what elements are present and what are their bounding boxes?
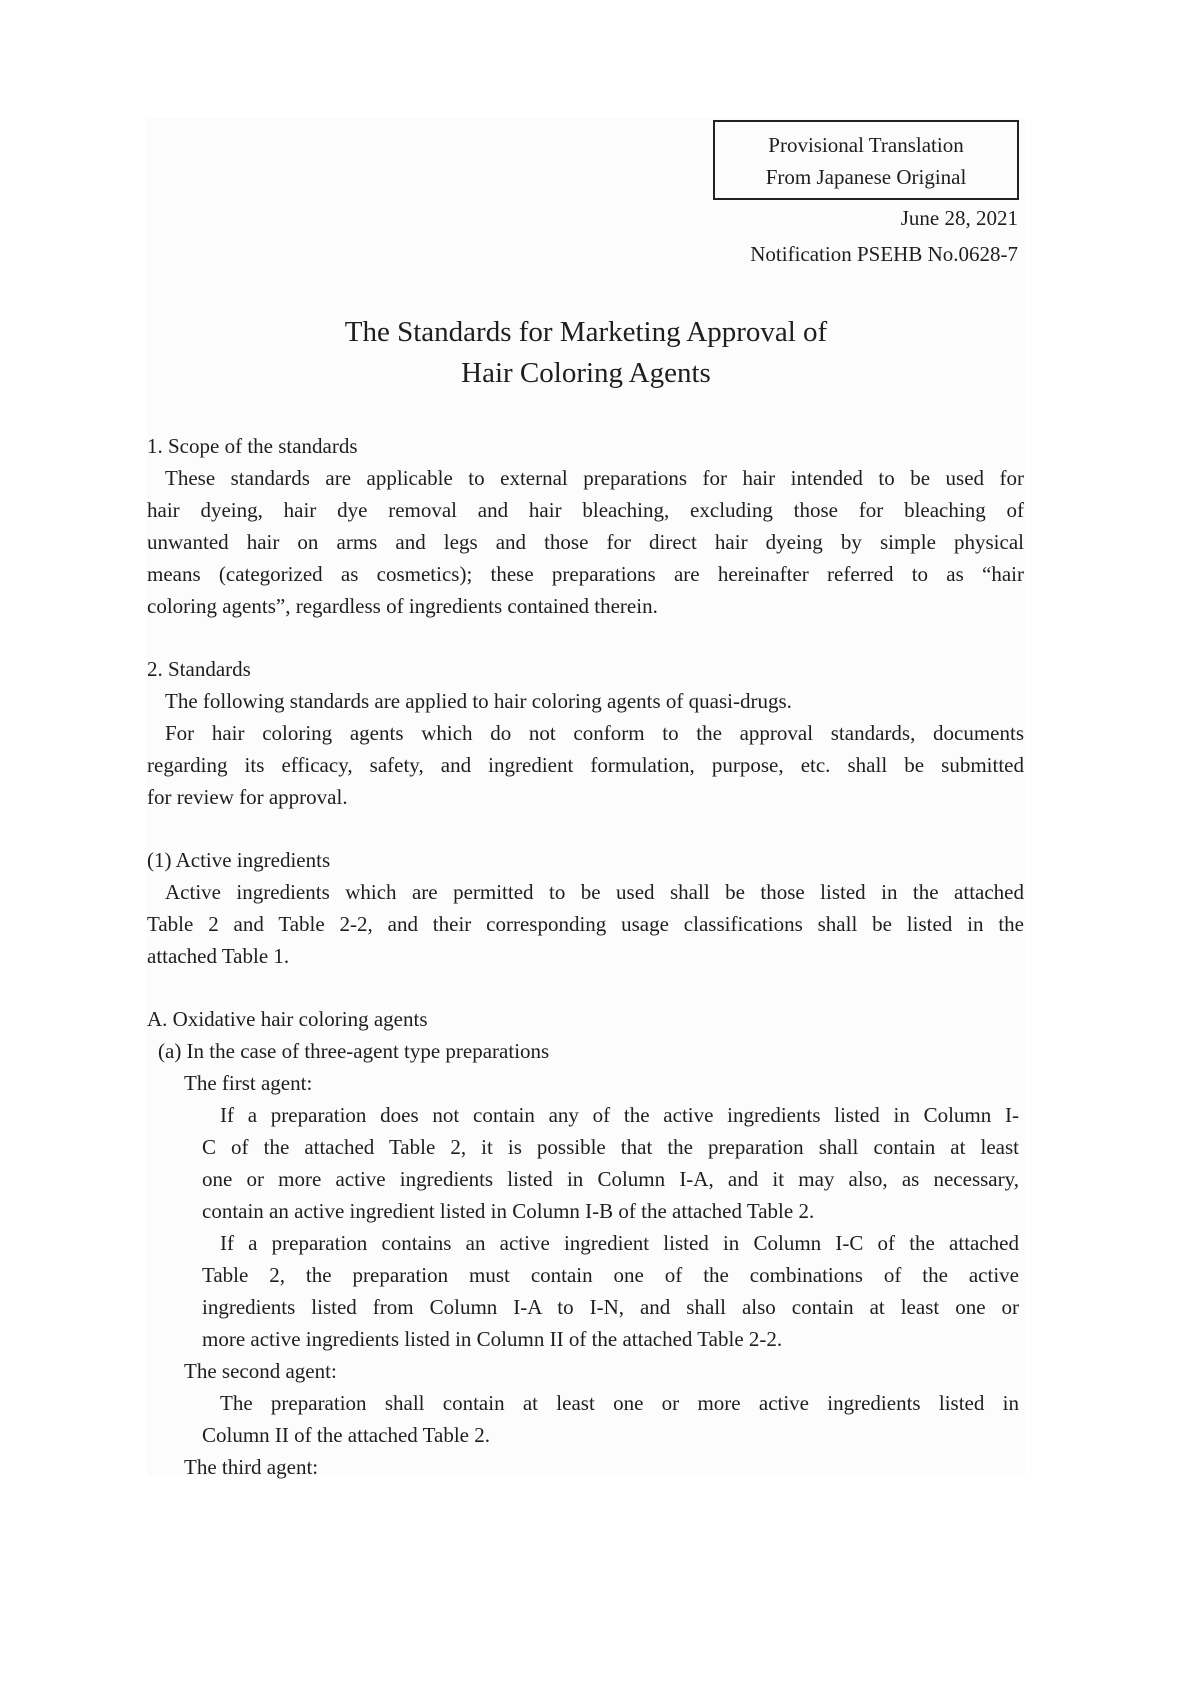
first-agent-line: If a preparation does not contain any of the active ingredients listed in Column I- <box>220 1103 1019 1127</box>
second-agent-line: The preparation shall contain at least one or more active ingredients listed in <box>220 1391 1019 1415</box>
first-agent-line: contain an active ingredient listed in Column I-B of the attached Table 2. <box>202 1199 815 1223</box>
active-ingredients-line: Table 2 and Table 2-2, and their corresponding usage classifications shall be listed in the <box>147 912 1024 936</box>
first-agent-label: The first agent: <box>184 1071 313 1095</box>
section-2-line: For hair coloring agents which do not conform to the approval standards, documents <box>165 721 1024 745</box>
provisional-translation-stamp <box>713 120 1019 200</box>
oxidative-heading: A. Oxidative hair coloring agents <box>147 1007 428 1031</box>
section-2-heading: 2. Standards <box>147 657 251 681</box>
three-agent-subheading: (a) In the case of three-agent type preparations <box>158 1039 550 1063</box>
active-ingredients-line: attached Table 1. <box>147 944 290 968</box>
first-agent-line: ingredients listed from Column I-A to I-N, and shall also contain at least one or <box>202 1295 1019 1319</box>
document-title-line-2: Hair Coloring Agents <box>461 357 711 389</box>
section-1-line: These standards are applicable to external preparations for hair intended to be used for <box>165 466 1024 490</box>
document-date: June 28, 2021 <box>900 206 1018 230</box>
section-2-line: for review for approval. <box>147 785 348 809</box>
active-ingredients-heading: (1) Active ingredients <box>147 848 331 872</box>
section-1-line: hair dyeing, hair dye removal and hair bleaching, excluding those for bleaching of <box>147 498 1024 522</box>
section-1-heading: 1. Scope of the standards <box>147 434 358 458</box>
first-agent-line: more active ingredients listed in Column II of the attached Table 2-2. <box>202 1327 783 1351</box>
section-1-line: unwanted hair on arms and legs and those for direct hair dyeing by simple physical <box>147 530 1024 554</box>
first-agent-line: Table 2, the preparation must contain one of the combinations of the active <box>202 1263 1019 1287</box>
first-agent-line: one or more active ingredients listed in Column I-A, and it may also, as necessary, <box>202 1167 1019 1191</box>
section-2-line: regarding its efficacy, safety, and ingredient formulation, purpose, etc. shall be submitted <box>147 753 1024 777</box>
section-1-line: coloring agents”, regardless of ingredients contained therein. <box>147 594 658 618</box>
third-agent-label: The third agent: <box>184 1455 319 1479</box>
stamp-line-1: Provisional Translation <box>768 133 964 157</box>
first-agent-line: If a preparation contains an active ingredient listed in Column I-C of the attached <box>220 1231 1019 1255</box>
stamp-line-2: From Japanese Original <box>765 165 967 189</box>
notification-number: Notification PSEHB No.0628-7 <box>750 242 1018 266</box>
section-2-line: The following standards are applied to hair coloring agents of quasi-drugs. <box>165 689 792 713</box>
section-1-line: means (categorized as cosmetics); these preparations are hereinafter referred to as “hair <box>147 562 1024 586</box>
first-agent-line: C of the attached Table 2, it is possible that the preparation shall contain at least <box>202 1135 1019 1159</box>
second-agent-line: Column II of the attached Table 2. <box>202 1423 490 1447</box>
active-ingredients-line: Active ingredients which are permitted to be used shall be those listed in the attached <box>165 880 1024 904</box>
document-title-line-1: The Standards for Marketing Approval of <box>344 316 828 348</box>
second-agent-label: The second agent: <box>184 1359 337 1383</box>
